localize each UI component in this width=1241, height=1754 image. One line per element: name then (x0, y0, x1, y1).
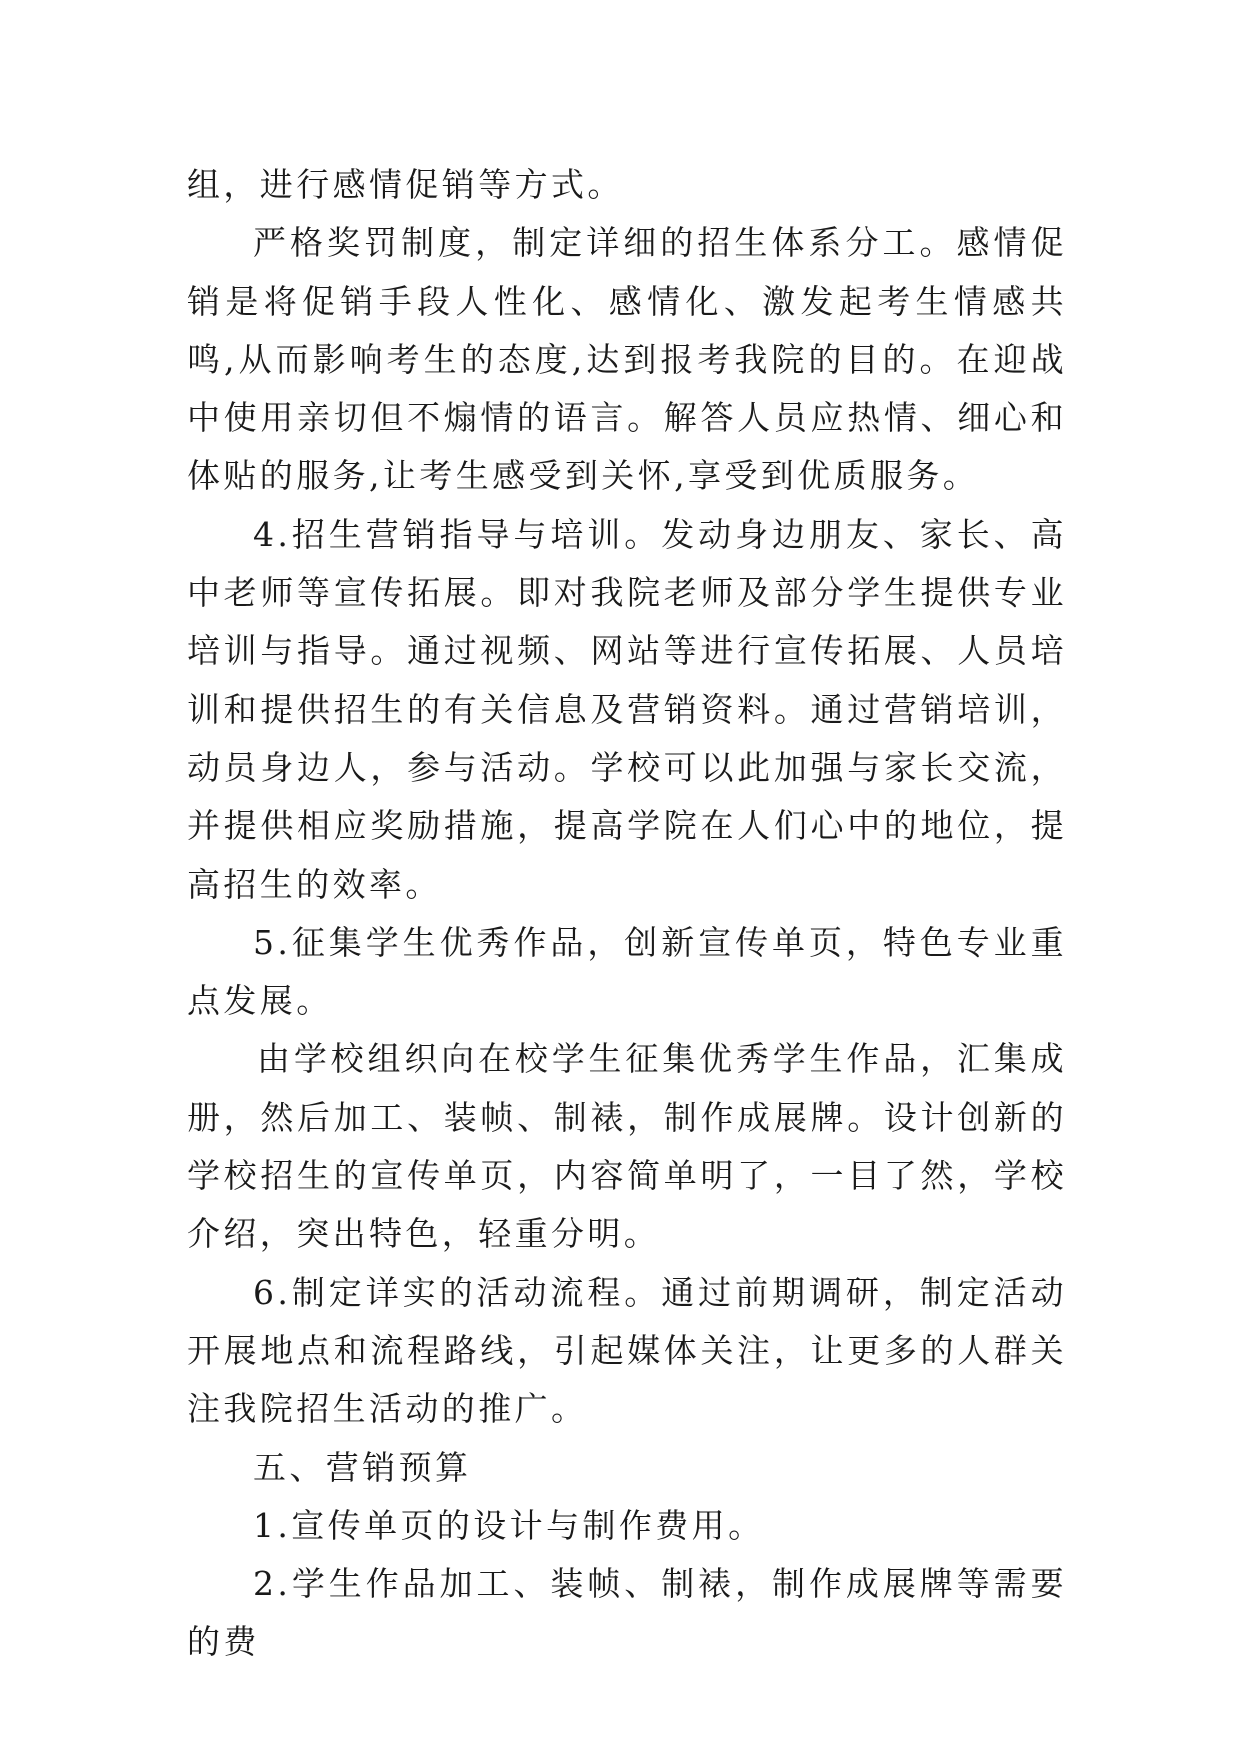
paragraph-item-4-training: 4.招生营销指导与培训。发动身边朋友、家长、高中老师等宣传拓展。即对我院老师及部分学生提供专业培训与指导。通过视频、网站等进行宣传拓展、人员培训和提供招生的有关信息及营销资料。通过营销培训，动员身边人，参与活动。学校可以此加强与家长交流，并提供相应奖励措施，提高学院在人们心中的地位，提高招生的效率。 (187, 514, 1067, 904)
paragraph-item-5-works: 5.征集学生优秀作品，创新宣传单页，特色专业重点发展。 (187, 922, 1067, 1021)
paragraph-item-6-process: 6.制定详实的活动流程。通过前期调研，制定活动开展地点和流程路线，引起媒体关注，让更多的人群关注我院招生活动的推广。 (187, 1272, 1067, 1429)
paragraph-reward-system: 严格奖罚制度，制定详细的招生体系分工。感情促销是将促销手段人性化、感情化、激发起考生情感共鸣,从而影响考生的态度,达到报考我院的目的。在迎战中使用亲切但不煽情的语言。解答人员应热情、细心和体贴的服务,让考生感受到关怀,享受到优质服务。 (187, 223, 1067, 496)
paragraph-collect-works: 由学校组织向在校学生征集优秀学生作品，汇集成册，然后加工、装帧、制裱，制作成展牌。设计创新的学校招生的宣传单页，内容简单明了，一目了然，学校介绍，突出特色，轻重分明。 (187, 1039, 1067, 1254)
paragraph-continuation: 组，进行感情促销等方式。 (187, 165, 624, 204)
paragraph-budget-item-1: 1.宣传单页的设计与制作费用。 (253, 1505, 765, 1545)
document-body (187, 156, 1067, 1672)
section-heading-budget: 五、营销预算 (253, 1447, 472, 1487)
paragraph-budget-item-2: 2.学生作品加工、装帧、制裱，制作成展牌等需要的费 (187, 1564, 1067, 1662)
